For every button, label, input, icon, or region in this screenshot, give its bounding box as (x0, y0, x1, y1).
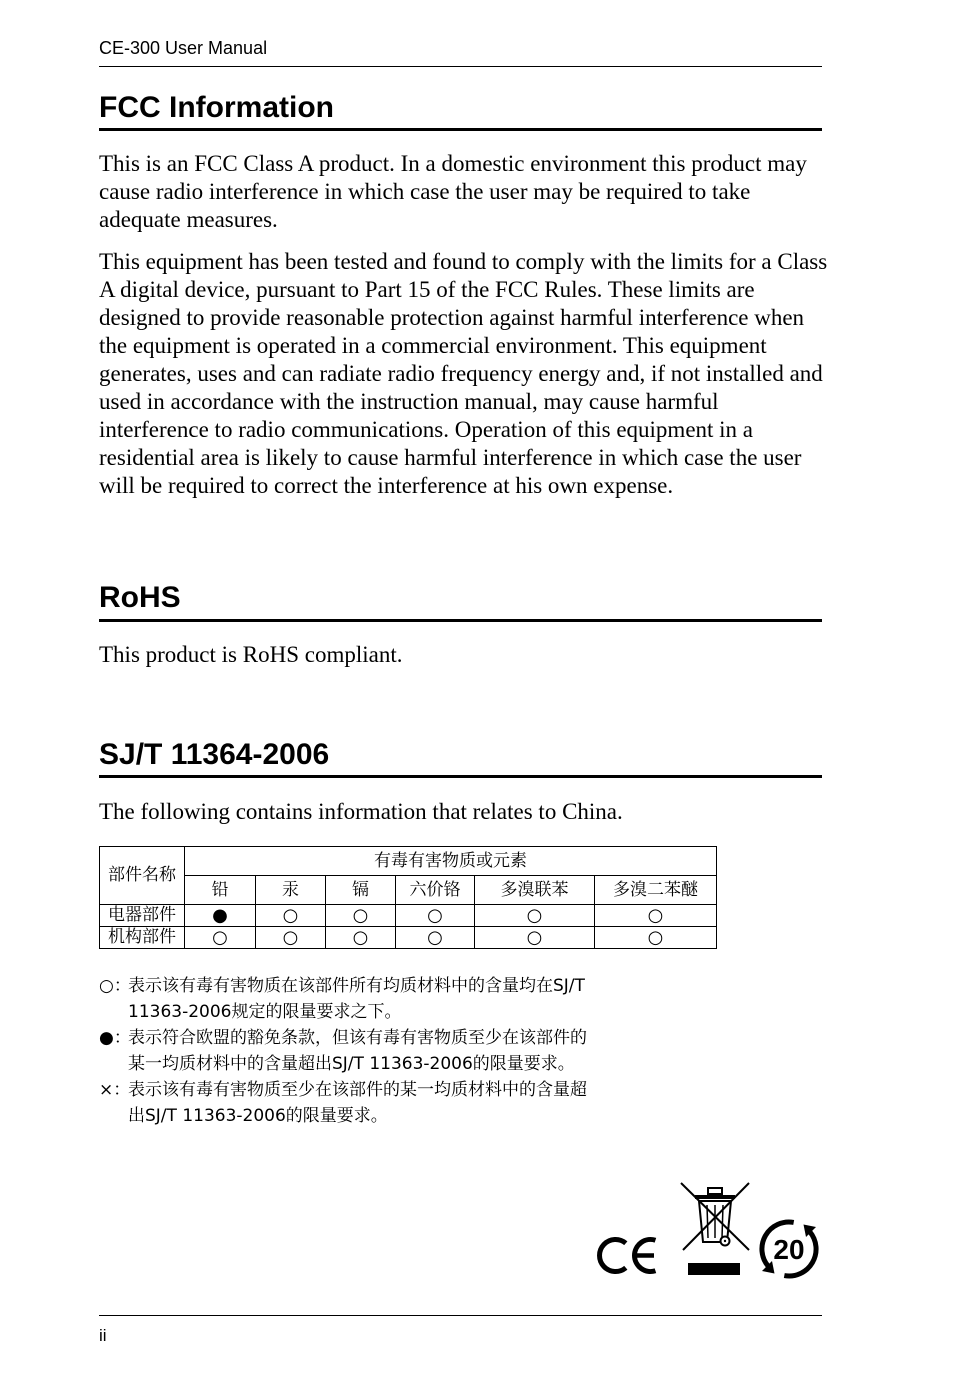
rohs-heading-rule (99, 619, 822, 622)
substances-group-header: 有毒有害物质或元素 (185, 847, 717, 876)
fcc-paragraph-2 (99, 248, 827, 500)
table-subheader-row (100, 876, 717, 905)
rohs-heading: RoHS (99, 581, 181, 614)
note-line: 11363-2006规定的限量要求之下。 (128, 1002, 402, 1022)
paragraph-line: adequate measures. (99, 207, 278, 232)
paragraph-line: used in accordance with the instruction manual, may cause harmful (99, 389, 719, 414)
column-header: 多溴二苯醚 (595, 876, 717, 905)
paragraph-line: generates, uses and can radiate radio frequency energy and, if not installed and (99, 361, 823, 386)
footer-rule (99, 1315, 822, 1316)
table-notes (99, 973, 587, 1129)
note-item (99, 973, 587, 1025)
note-symbol: ×： (99, 1080, 131, 1100)
table-row (100, 905, 717, 927)
paragraph-line: cause radio interference in which case the user may be required to take (99, 179, 751, 204)
column-header: 镉 (326, 876, 396, 905)
sjt-intro: The following contains information that relates to China. (99, 799, 623, 824)
note-item (99, 1077, 587, 1129)
rohs-statement: This product is RoHS compliant. (99, 642, 403, 667)
substance-status-cell: ● (185, 905, 256, 927)
fcc-paragraph-1 (99, 150, 807, 234)
substance-status-cell: ○ (185, 927, 256, 949)
part-name-cell: 机构部件 (100, 927, 185, 949)
environment-friendly-use-period-icon (756, 1216, 822, 1282)
table-row (100, 927, 717, 949)
note-text (128, 1077, 587, 1129)
note-symbol: ●： (99, 1028, 131, 1048)
paragraph-line: interference to radio communications. Operation of this equipment in a (99, 417, 754, 442)
fcc-heading-rule (99, 128, 822, 131)
substance-status-cell: ○ (396, 905, 475, 927)
part-name-cell: 电器部件 (100, 905, 185, 927)
substance-status-cell: ○ (326, 905, 396, 927)
sjt-heading-rule (99, 775, 822, 778)
hazardous-substances-table (99, 846, 717, 949)
part-name-header: 部件名称 (100, 847, 185, 905)
note-item (99, 1025, 587, 1077)
substance-status-cell: ○ (256, 927, 326, 949)
note-text (128, 1025, 587, 1077)
note-line: 表示符合欧盟的豁免条款，但该有毒有害物质至少在该部件的 (128, 1028, 587, 1048)
substance-status-cell: ○ (475, 927, 595, 949)
ce-mark-icon (596, 1235, 658, 1277)
column-header: 六价铬 (396, 876, 475, 905)
paragraph-line: This equipment has been tested and found to comply with the limits for a Class (99, 249, 828, 274)
note-line: 出SJ/T 11363-2006的限量要求。 (128, 1106, 388, 1126)
note-line: 表示该有毒有害物质在该部件所有均质材料中的含量均在SJ/T (128, 976, 585, 996)
efup-years-label: 20 (773, 1234, 805, 1265)
note-line: 表示该有毒有害物质至少在该部件的某一均质材料中的含量超 (128, 1080, 587, 1100)
paragraph-line: will be required to correct the interference at his own expense. (99, 473, 674, 498)
running-header-title: CE-300 User Manual (99, 38, 268, 58)
substance-status-cell: ○ (475, 905, 595, 927)
column-header: 汞 (256, 876, 326, 905)
substance-status-cell: ○ (595, 927, 717, 949)
paragraph-line: A digital device, pursuant to Part 15 of the FCC Rules. These limits are (99, 277, 755, 302)
paragraph-line: designed to provide reasonable protection against harmful interference when (99, 305, 805, 330)
note-line: 某一均质材料中的含量超出SJ/T 11363-2006的限量要求。 (128, 1054, 575, 1074)
column-header: 多溴联苯 (475, 876, 595, 905)
column-header: 铅 (185, 876, 256, 905)
fcc-heading: FCC Information (99, 91, 334, 124)
header-rule (99, 66, 822, 67)
paragraph-line: residential area is likely to cause harmful interference in which case the user (99, 445, 802, 470)
page-number: ii (99, 1326, 107, 1345)
paragraph-line: the equipment is operated in a commercial environment. This equipment (99, 333, 767, 358)
crossed-out-wheelie-bin-icon (678, 1180, 752, 1278)
substance-status-cell: ○ (256, 905, 326, 927)
sjt-heading: SJ/T 11364-2006 (99, 738, 330, 771)
note-text (128, 973, 585, 1025)
note-symbol: ○： (99, 976, 131, 996)
substance-status-cell: ○ (396, 927, 475, 949)
paragraph-line: This is an FCC Class A product. In a domestic environment this product may (99, 151, 807, 176)
substance-status-cell: ○ (326, 927, 396, 949)
table-header-row (100, 847, 717, 876)
substance-status-cell: ○ (595, 905, 717, 927)
